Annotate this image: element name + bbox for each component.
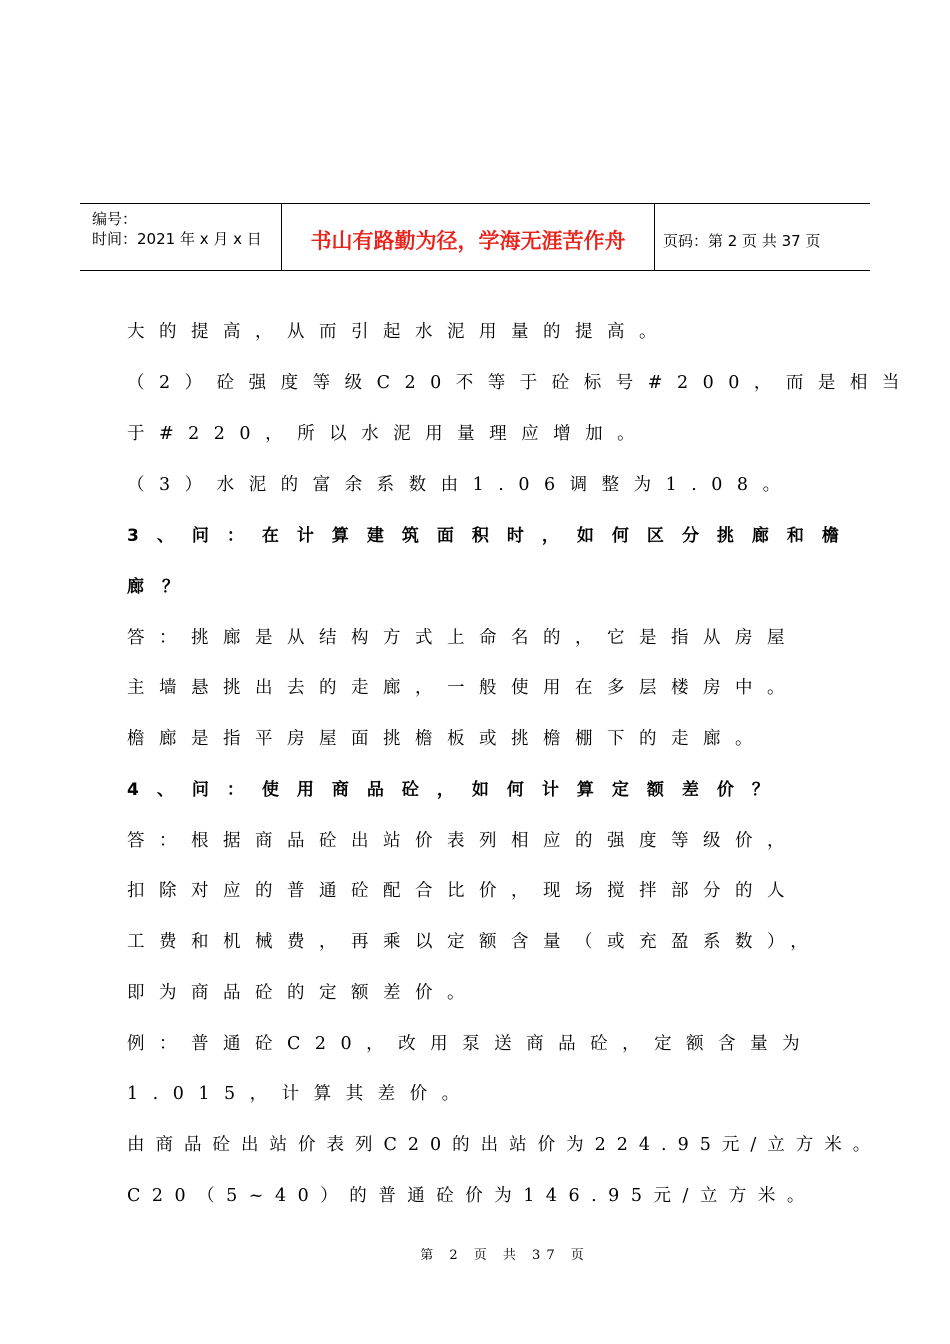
body-line: 于#220，所以水泥用量理应增加。 bbox=[127, 424, 650, 444]
body-line: 扣除对应的普通砼配合比价，现场搅拌部分的人 bbox=[127, 881, 799, 901]
motto-text: 书山有路勤为径，学海无涯苦作舟 bbox=[310, 229, 626, 253]
body-line: 1.015，计算其差价。 bbox=[127, 1084, 474, 1104]
body-line: 主墙悬挑出去的走廊，一般使用在多层楼房中。 bbox=[127, 678, 799, 698]
page-label: 页码：第 2 页 共 37 页 bbox=[663, 232, 821, 250]
document-header-table bbox=[80, 203, 870, 271]
number-label: 编号： bbox=[92, 210, 138, 228]
body-line: 工费和机械费，再乘以定额含量（或充盈系数）， bbox=[127, 932, 823, 952]
body-line: 檐廊是指平房屋面挑檐板或挑檐棚下的走廊。 bbox=[127, 729, 767, 749]
body-line: （2）砼强度等级C20不等于砼标号#200，而是相当 bbox=[127, 373, 914, 393]
header-page-cell bbox=[655, 204, 870, 270]
question-heading: 3、问：在计算建筑面积时，如何区分挑廊和檐 bbox=[127, 526, 857, 546]
body-line: 例：普通砼C20，改用泵送商品砼，定额含量为 bbox=[127, 1034, 815, 1054]
question-heading: 廊？ bbox=[127, 577, 197, 597]
body-line: C20（5~40）的普通砼价为146.95元/立方米。 bbox=[127, 1186, 816, 1206]
body-line: （3）水泥的富余系数由1.06调整为1.08。 bbox=[127, 475, 795, 495]
question-heading: 4、问：使用商品砼，如何计算定额差价？ bbox=[127, 780, 787, 800]
body-line: 答：挑廊是从结构方式上命名的，它是指从房屋 bbox=[127, 628, 799, 648]
page-footer: 第 2 页 共 37 页 bbox=[420, 1248, 590, 1263]
body-line: 由商品砼出站价表列C20的出站价为224.95元/立方米。 bbox=[127, 1135, 882, 1155]
body-line: 答：根据商品砼出站价表列相应的强度等级价， bbox=[127, 831, 799, 851]
body-line: 即为商品砼的定额差价。 bbox=[127, 983, 479, 1003]
body-line: 大的提高，从而引起水泥用量的提高。 bbox=[127, 322, 671, 342]
header-motto-cell bbox=[282, 204, 655, 270]
header-meta-cell bbox=[80, 204, 282, 270]
time-label: 时间：2021 年 x 月 x 日 bbox=[92, 230, 262, 248]
